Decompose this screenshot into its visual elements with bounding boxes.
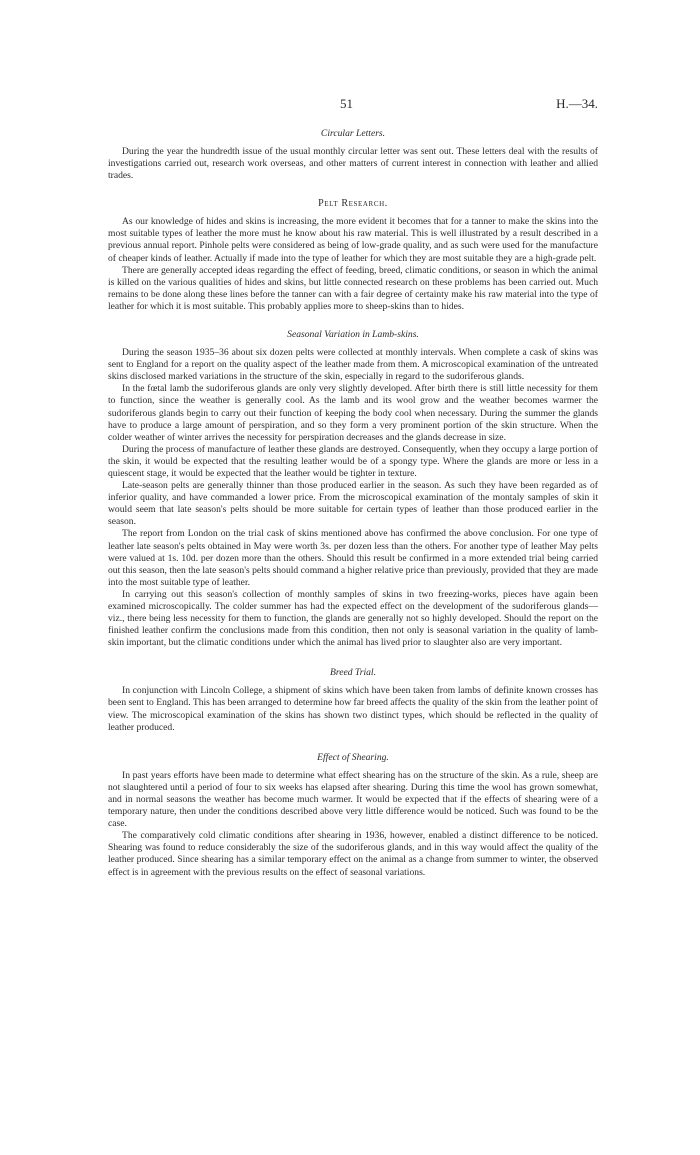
section-breed-trial — [108, 667, 598, 733]
paragraph: There are generally accepted ideas regarding the effect of feeding, breed, climatic conditions, or season in which the animal is killed on the various qualities of hides and skins, but little connected research on these problems has been carried out. Much remains to be done along these lines before the tanner can with a fair degree of certainty make his raw material into the type of leather for which it is most suitable. This probably applies more to sheep-skins than to hides. — [108, 264, 598, 312]
section-heading: Circular Letters. — [320, 128, 386, 139]
document-reference: H.—34. — [556, 96, 598, 111]
paragraph: During the process of manufacture of leather these glands are destroyed. Consequently, when they occupy a large portion of the skin, it would be expected that the resulting leather would be of a spongy type. Where the glands are more or less in a quiescent stage, it would be expected that the leather would be tighter in texture. — [108, 443, 598, 479]
paragraph: During the year the hundredth issue of the usual monthly circular letter was sent out. These letters deal with the results of investigations carried out, research work overseas, and other matters of current interest in connection with leather and allied trades. — [108, 146, 598, 182]
paragraph: Late-season pelts are generally thinner than those produced earlier in the season. As such they have been regarded as of inferior quality, and have commanded a lower price. From the microscopical examination of the montaly samples of skin it would seem that late season's pelts should be more suitable for certain types of leather than those produced earlier in the season. — [108, 480, 598, 528]
section-heading: Breed Trial. — [329, 667, 376, 679]
paragraph: The report from London on the trial cask of skins mentioned above has confirmed the above conclusion. For one type of leather late season's pelts obtained in May were worth 3s. per dozen less than the others. For another type of leather May pelts were valued at 1s. 10d. per dozen more than the others. Should this result be confirmed in a more extended trial being carried out this season, then the late season's pelts should command a higher relative price than previously, provided that they are made into the most suitable type of leather. — [108, 528, 598, 588]
section-circular-letters — [108, 128, 598, 182]
document-page — [108, 96, 598, 879]
paragraph: In carrying out this season's collection of monthly samples of skins in two freezing-works, pieces have again been examined microscopically. The colder summer has had the expected effect on the development of the sudoriferous glands—viz., there being less necessity for them to function, the glands are generally not so highly developed. Should the report on the finished leather confirm the conclusions made from this condition, then not only is seasonal variation in the quality of lamb-skin important, but the climatic conditions under which the animal has lived prior to slaughter also are very important. — [108, 588, 598, 649]
section-heading: Pelt Research. — [318, 198, 388, 210]
paragraph: During the season 1935–36 about six dozen pelts were collected at monthly intervals. When complete a cask of skins was sent to England for a report on the quality aspect of the leather made from them. A microscopical examination of the untreated skins disclosed marked variations in the structure of the skin, especially in regard to the sudoriferous glands. — [108, 347, 598, 383]
paragraph: In conjunction with Lincoln College, a shipment of skins which have been taken from lambs of definite known crosses has been sent to England. This has been arranged to determine how far breed affects the quality of the skin from the leather point of view. The microscopical examination of the skins has shown two distinct types, which should be reflected in the quality of leather produced. — [108, 685, 598, 733]
paragraph: As our knowledge of hides and skins is increasing, the more evident it becomes that for a tanner to make the skins into the most suitable types of leather the more must he know about his raw material. This is well illustrated by a result described in a previous annual report. Pinhole pelts were considered as being of low-grade quality, and as such were used for the manufacture of cheaper kinds of leather. Actually if made into the type of leather for which they are most suitable they are a high-grade pelt. — [108, 216, 598, 264]
page-header — [108, 96, 598, 118]
paragraph: The comparatively cold climatic conditions after shearing in 1936, however, enabled a distinct difference to be noticed. Shearing was found to reduce considerably the size of the sudoriferous glands, and in this way would affect the quality of the leather produced. Since shearing has a similar temporary effect on the animal as a change from summer to winter, the observed effect is in agreement with the previous results on the effect of seasonal variations. — [108, 830, 598, 878]
section-pelt-research — [108, 198, 598, 313]
section-effect-of-shearing — [108, 752, 598, 879]
page-number: 51 — [340, 96, 353, 111]
section-seasonal-variation — [108, 329, 598, 649]
paragraph: In the fœtal lamb the sudoriferous glands are only very slightly developed. After birth there is still little necessity for them to function, since the weather is generally cool. As the lamb and its wool grow and the weather becomes warmer the sudoriferous glands begin to carry out their function of keeping the body cool when necessary. During the summer the glands have to produce a large amount of perspiration, and so they form a very prominent portion of the skin structure. When the colder weather of winter arrives the necessity for perspiration decreases and the glands decrease in size. — [108, 383, 598, 443]
section-heading: Effect of Shearing. — [317, 751, 389, 763]
section-heading: Seasonal Variation in Lamb-skins. — [287, 329, 419, 341]
paragraph: In past years efforts have been made to determine what effect shearing has on the structure of the skin. As a rule, sheep are not slaughtered until a period of four to six weeks has elapsed after shearing. During this time the wool has grown somewhat, and in normal seasons the weather has become much warmer. It would be expected that if the effects of shearing were of a temporary nature, then under the conditions described above very little difference would be noticed. Such was found to be the case. — [108, 769, 598, 830]
